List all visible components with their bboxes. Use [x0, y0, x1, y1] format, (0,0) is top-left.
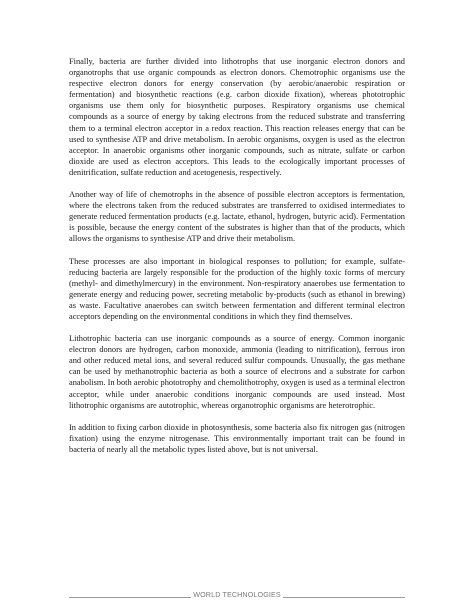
- footer-rule-left: [69, 597, 191, 598]
- footer-publisher: WORLD TECHNOLOGIES: [193, 590, 281, 599]
- body-text: [69, 56, 405, 466]
- paragraph-lithotrophic-bacteria: Lithotrophic bacteria can use inorganic compounds as a source of energy. Common inorganic electron donors are hydrogen, carbon monoxide, ammonia (leading to nitrification), ferrous iron and other reduced metal ions, and several reduced sulfur compounds. Unusually, the gas methane can be used by methanotrophic bacteria as both a source of electrons and a substrate for carbon anabolism. In both aerobic phototrophy and chemolithotrophy, oxygen is used as a terminal electron acceptor, while under anaerobic conditions inorganic compounds are used instead. Most lithotrophic organisms are autotrophic, whereas organotrophic organisms are heterotrophic.: [69, 334, 405, 410]
- paragraph-nitrogen-fixation: In addition to fixing carbon dioxide in photosynthesis, some bacteria also fix nitrogen gas (nitrogen fixation) using the enzyme nitrogenase. This environmentally important trait can be found in bacteria of nearly all the metabolic types listed above, but is not universal.: [69, 422, 405, 454]
- paragraph-pollution-response: These processes are also important in biological responses to pollution; for example, sulfate-reducing bacteria are largely responsible for the production of the highly toxic forms of mercury (methyl- and dimethylmercury) in the environment. Non-respiratory anaerobes use fermentation to generate energy and reducing power, secreting metabolic by-products (such as ethanol in brewing) as waste. Facultative anaerobes can switch between fermentation and different terminal electron acceptors depending on the environmental conditions in which they find themselves.: [69, 256, 405, 321]
- footer-rule-right: [283, 597, 405, 598]
- paragraph-metabolism-types: Finally, bacteria are further divided into lithotrophs that use inorganic electron donors and organotrophs that use organic compounds as electron donors. Chemotrophic organisms use the respective electron donors for energy conservation (by aerobic/anaerobic respiration or fermentation) and biosynthetic reactions (e.g. carbon dioxide fixation), whereas phototrophic organisms use them only for biosynthetic purposes. Respiratory organisms use chemical compounds as a source of energy by taking electrons from the reduced substrate and transferring them to a terminal electron acceptor in a redox reaction. This reaction releases energy that can be used to synthesise ATP and drive metabolism. In aerobic organisms, oxygen is used as the electron acceptor. In anaerobic organisms other inorganic compounds, such as nitrate, sulfate or carbon dioxide are used as electron acceptors. This leads to the ecologically important processes of denitrification, sulfate reduction and acetogenesis, respectively.: [69, 57, 405, 177]
- page-footer: [69, 590, 405, 599]
- paragraph-fermentation: Another way of life of chemotrophs in the absence of possible electron acceptors is fermentation, where the electrons taken from the reduced substrates are transferred to oxidised intermediates to generate reduced fermentation products (e.g. lactate, ethanol, hydrogen, butyric acid). Fermentation is possible, because the energy content of the substrates is higher than that of the products, which allows the organisms to synthesise ATP and drive their metabolism.: [69, 190, 405, 244]
